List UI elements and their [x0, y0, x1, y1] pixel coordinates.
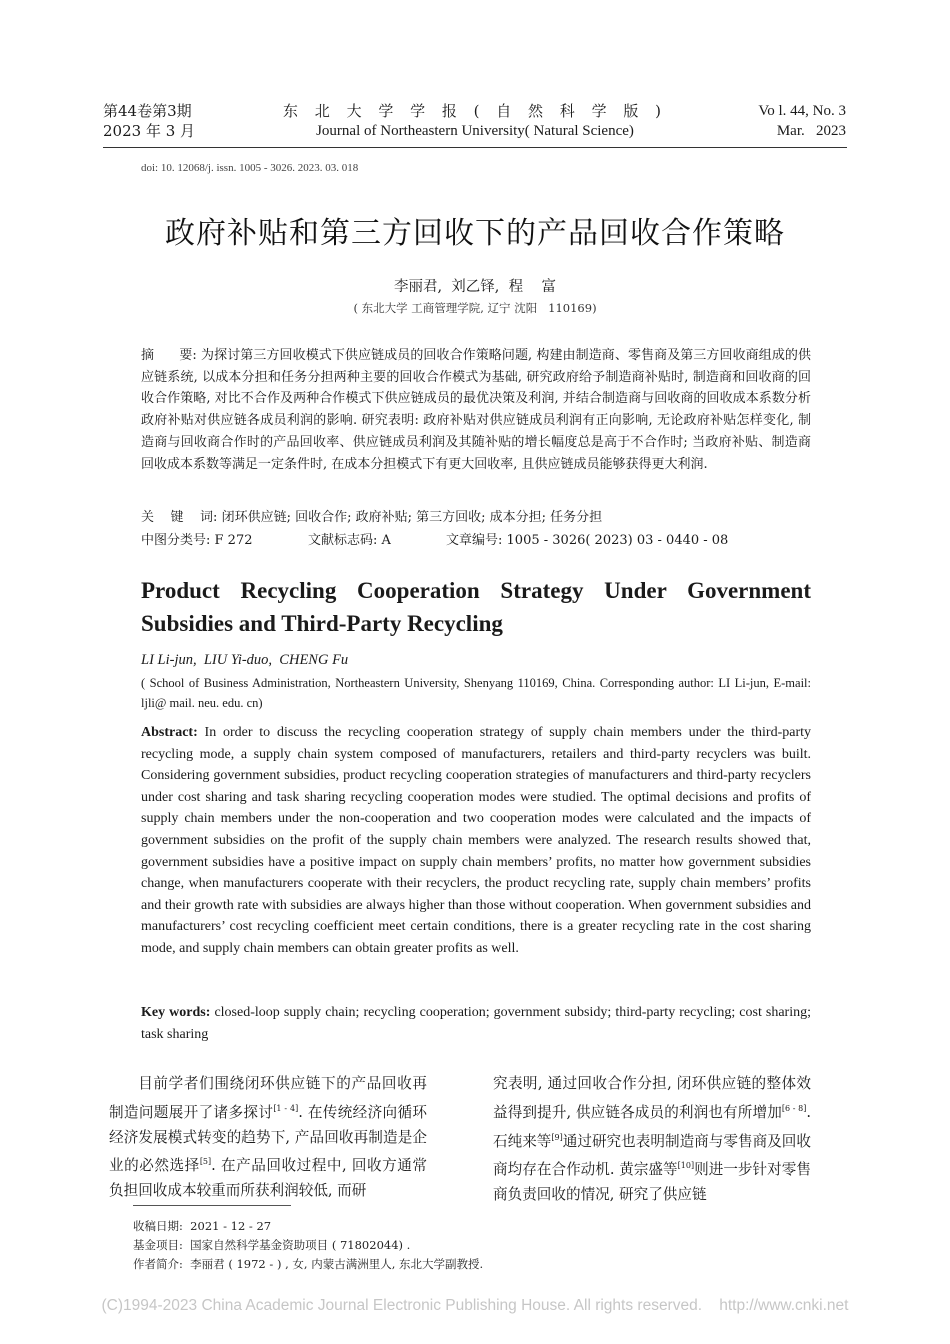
clc-label: 中图分类号: — [141, 533, 211, 548]
footnote-bio: 作者简介: 李丽君 ( 1972 - ) , 女, 内蒙古满洲里人, 东北大学副教授. — [133, 1257, 484, 1271]
citation-ref: [10] — [677, 1161, 695, 1171]
body-left-text-b: . 在传统经济向循环经济发展模式转变的趋势下, 产品回收再制造是企业的必然选择 — [109, 1103, 427, 1175]
body-left-text-c: . 在产品回收过程中, 回收方通常负担回收成本较重而所获利润较低, 而研 — [109, 1157, 427, 1200]
clc-row — [141, 529, 253, 548]
body-right-column — [493, 1072, 811, 1208]
body-left-text-a: 目前学者们围绕闭环供应链下的产品回收再制造问题展开了诸多探讨 — [109, 1075, 427, 1121]
article-no-value: 1005 - 3026( 2023) 03 - 0440 - 08 — [506, 533, 729, 548]
title-en-line2: Subsidies and Third-Party Recycling — [141, 611, 503, 636]
article-no-label: 文章编号: — [446, 533, 503, 548]
abstract-en-text: In order to discuss the recycling cooperation strategy of supply chain members under the third-party recycling mode, a supply chain system composed of manufacturers, retailers and third-party recyclers was built. Considering government subsidies, product recycling cooperation strategies of manufacturers and third-party recyclers under cost sharing and task sharing recycling cooperation modes were studied. The optimal decisions and profits of supply chain members under the non-cooperation and two cooperation modes were calculated and the impacts of government subsidies on the profit of the supply chain members were analyzed. The research results showed that, government subsidies have a positive impact on supply chain members’ profits, no matter how government subsidies change, when manufacturers cooperate with their recyclers, the product recycling rate, supply chain members’ profits and their growth rate with subsidies are always higher than those without cooperation. When government subsidies and manufacturers’ cost recycling coefficient meet certain conditions, there is a greater recycling rate in the cost sharing mode, and supply chain members can obtain greater profits as well. — [141, 725, 811, 956]
title-en-line1: Product Recycling Cooperation Strategy Under Government — [141, 578, 811, 603]
abstract-cn — [141, 345, 811, 475]
citation-ref: [6 - 8] — [781, 1103, 807, 1113]
abstract-en — [141, 722, 811, 960]
footnote-fund: 基金项目: 国家自然科学基金资助项目 ( 71802044) . — [133, 1238, 411, 1252]
header-volume: 第44卷第3期 — [103, 102, 192, 120]
header-journal-en: Journal of Northeastern University( Natural Science) — [316, 123, 634, 139]
header-date-en: Mar. 2023 — [776, 123, 846, 139]
affiliation-en: ( School of Business Administration, Northeastern University, Shenyang 110169, China. Corresponding author: LI Li-jun, E-mail: ljli@ mail. neu. edu. cn) — [141, 676, 811, 710]
doi: doi: 10. 12068/j. issn. 1005 - 3026. 2023. 03. 018 — [141, 162, 359, 174]
header-journal-cn: 东 北 大 学 学 报 ( 自 然 科 学 版 ) — [283, 102, 667, 120]
header-date-cn: 2023 年 3 月 — [103, 122, 196, 140]
abstract-cn-label: 摘 要: — [141, 348, 197, 363]
header-vol-en: Vo l. 44, No. 3 — [758, 103, 846, 119]
citation-ref: [1 - 4] — [273, 1103, 299, 1113]
header-rule — [103, 147, 847, 148]
body-right-text-b: . 石纯来等 — [493, 1103, 811, 1150]
doc-code-row — [308, 529, 391, 548]
keywords-en-label: Key words: — [141, 1005, 211, 1020]
abstract-cn-text: 为探讨第三方回收模式下供应链成员的回收合作策略问题, 构建由制造商、零售商及第三方回收商组成的供应链系统, 以成本分担和任务分担两种主要的回收合作模式为基础, 研究政府给予制造商补贴时, 制造商和回收商的回收合作策略, 对比不合作及两种合作模式下供应链成员的最优决策及利润, 并结合制造商与回收商的回收成本系数分析政府补贴对供应链各成员利润的影响. 研究表明: 政府补贴对供应链成员利润有正向影响, 无论政府补贴怎样变化, 制造商与回收商合作时的产品回收率、供应链成员利润及其随补贴的增长幅度总是高于不合作时; 当政府补贴、制造商回收成本系数等满足一定条件时, 在成本分担模式下有更大回收率, 且供应链成员能够获得更大利润. — [141, 348, 811, 472]
article-no-row — [446, 529, 728, 548]
authors-cn: 李丽君, 刘乙铎, 程 富 — [393, 279, 557, 295]
keywords-cn-label: 关 键 词: — [141, 510, 218, 525]
affiliation-cn: ( 东北大学 工商管理学院, 辽宁 沈阳 110169) — [353, 301, 597, 315]
keywords-cn — [141, 506, 602, 525]
title-cn: 政府补贴和第三方回收下的产品回收合作策略 — [165, 216, 785, 251]
abstract-en-label: Abstract: — [141, 725, 198, 740]
footnote-rule — [133, 1205, 291, 1206]
body-right-text-d: 则进一步针对零售商负责回收的情况, 研究了供应链 — [493, 1161, 811, 1204]
keywords-en-text: closed-loop supply chain; recycling cooperation; government subsidy; third-party recycling; cost sharing; task sharing — [141, 1005, 811, 1042]
doc-code-value: A — [381, 533, 391, 548]
clc-value: F 272 — [214, 533, 253, 548]
cnki-watermark: (C)1994-2023 China Academic Journal Electronic Publishing House. All rights reserved. http://www.cnki.net — [101, 1297, 849, 1314]
doc-code-label: 文献标志码: — [308, 533, 378, 548]
keywords-en — [141, 1002, 811, 1045]
body-right-text-c: 通过研究也表明制造商与零售商及回收商均存在合作动机. 黄宗盛等 — [493, 1132, 811, 1179]
footnote-received: 收稿日期: 2021 - 12 - 27 — [133, 1219, 272, 1233]
citation-ref: [9] — [551, 1132, 563, 1142]
citation-ref: [5] — [199, 1157, 212, 1167]
keywords-cn-text: 闭环供应链; 回收合作; 政府补贴; 第三方回收; 成本分担; 任务分担 — [221, 510, 603, 525]
authors-en: LI Li-jun, LIU Yi-duo, CHENG Fu — [141, 652, 349, 668]
body-right-text-a: 究表明, 通过回收合作分担, 闭环供应链的整体效益得到提升, 供应链各成员的利润也有所增加 — [493, 1075, 811, 1121]
body-left-column — [109, 1072, 427, 1204]
